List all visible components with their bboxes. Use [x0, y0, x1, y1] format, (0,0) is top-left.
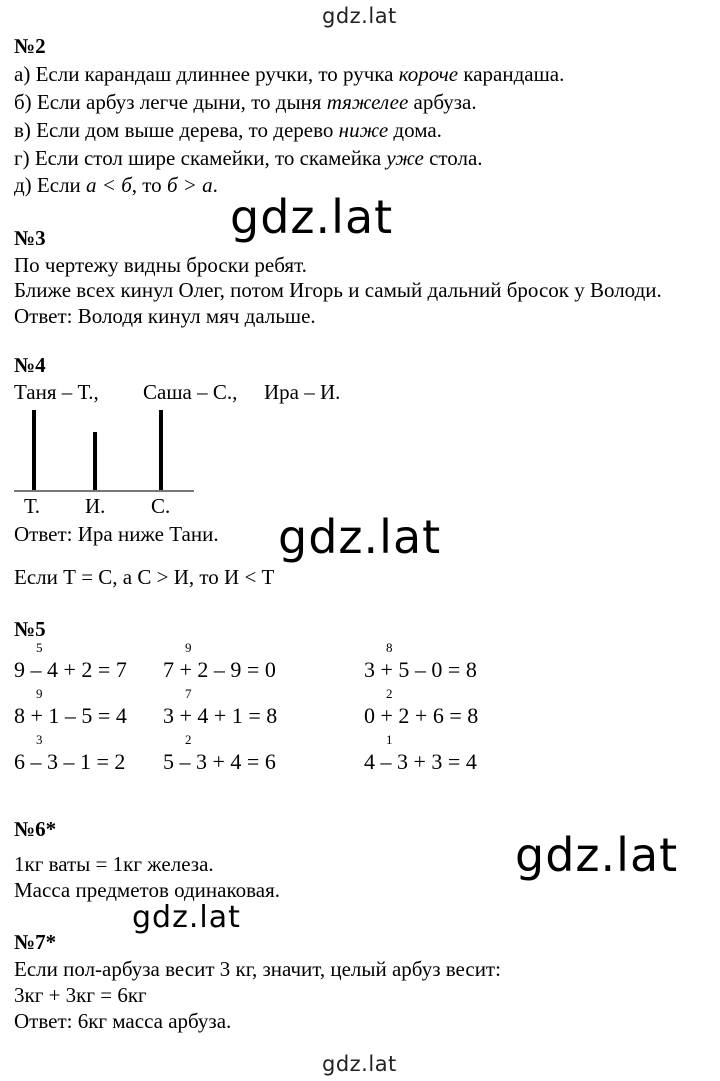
- legend-sasha: Саша – С.,: [143, 380, 238, 404]
- equation: 0 + 2 + 6 = 8: [364, 703, 479, 728]
- equation-digit-note: 9: [36, 686, 43, 701]
- task6-line-1: 1кг ваты = 1кг железа.: [14, 852, 214, 876]
- task2-line-a: а) Если карандаш длиннее ручки, то ручка короче карандаша.: [14, 62, 565, 86]
- watermark-2: gdz.lat: [278, 510, 442, 564]
- watermark-bottom: gdz.lat: [322, 1052, 397, 1076]
- task5-heading: №5: [14, 617, 46, 641]
- chart-bar-label: Т.: [24, 494, 40, 518]
- legend-tanya: Таня – Т.,: [14, 380, 99, 404]
- task2-line-d: д) Если а < б, то б > а.: [14, 173, 218, 197]
- task3-heading: №3: [14, 226, 46, 250]
- legend-ira: Ира – И.: [264, 380, 341, 404]
- task4-heading: №4: [14, 353, 46, 377]
- equation-digit-note: 3: [36, 732, 43, 747]
- equation: 7 + 2 – 9 = 0: [163, 657, 276, 682]
- task2-line-b: б) Если арбуз легче дыни, то дыня тяжелее арбуза.: [14, 90, 477, 114]
- task6-heading: №6*: [14, 817, 57, 841]
- task7-line-1: Если пол-арбуза весит 3 кг, значит, целый арбуз весит:: [14, 957, 501, 981]
- task2-line-v: в) Если дом выше дерева, то дерево ниже дома.: [14, 118, 442, 142]
- equation-digit-note: 7: [185, 686, 192, 701]
- equation-digit-note: 1: [386, 732, 393, 747]
- task3-line-1: По чертежу видны броски ребят.: [14, 253, 307, 277]
- equation: 3 + 5 – 0 = 8: [364, 657, 477, 682]
- task4-conclusion: Если Т = С, а С > И, то И < Т: [14, 565, 275, 589]
- equation-digit-note: 5: [36, 640, 43, 655]
- equation-digit-note: 8: [386, 640, 393, 655]
- task2-line-g: г) Если стол шире скамейки, то скамейка уже стола.: [14, 146, 483, 170]
- chart-bar-label: И.: [85, 494, 106, 518]
- watermark-1: gdz.lat: [230, 190, 394, 244]
- equation: 3 + 4 + 1 = 8: [163, 703, 278, 728]
- equation: 6 – 3 – 1 = 2: [14, 749, 126, 774]
- task3-answer: Ответ: Володя кинул мяч дальше.: [14, 304, 316, 328]
- watermark-top: gdz.lat: [322, 4, 397, 28]
- equation-digit-note: 2: [185, 732, 192, 747]
- equation: 4 – 3 + 3 = 4: [364, 749, 477, 774]
- task7-answer: Ответ: 6кг масса арбуза.: [14, 1009, 232, 1033]
- chart-bar-label: С.: [151, 494, 171, 518]
- task7-line-2: 3кг + 3кг = 6кг: [14, 983, 147, 1007]
- watermark-4: gdz.lat: [132, 900, 241, 935]
- equation-digit-note: 9: [185, 640, 192, 655]
- equation: 5 – 3 + 4 = 6: [163, 749, 276, 774]
- chart-baseline: [14, 490, 194, 492]
- task2-heading: №2: [14, 34, 46, 58]
- chart-bar-2: [93, 432, 97, 490]
- equation: 8 + 1 – 5 = 4: [14, 703, 127, 728]
- chart-bar-1: [32, 410, 36, 490]
- watermark-3: gdz.lat: [515, 828, 679, 882]
- task6-line-2: Масса предметов одинаковая.: [14, 878, 280, 902]
- equation: 9 – 4 + 2 = 7: [14, 657, 127, 682]
- task7-heading: №7*: [14, 930, 57, 954]
- equation-digit-note: 2: [386, 686, 393, 701]
- task3-line-2: Ближе всех кинул Олег, потом Игорь и самый дальний бросок у Володи.: [14, 278, 662, 302]
- task4-answer: Ответ: Ира ниже Тани.: [14, 522, 219, 546]
- chart-bar-3: [159, 410, 163, 490]
